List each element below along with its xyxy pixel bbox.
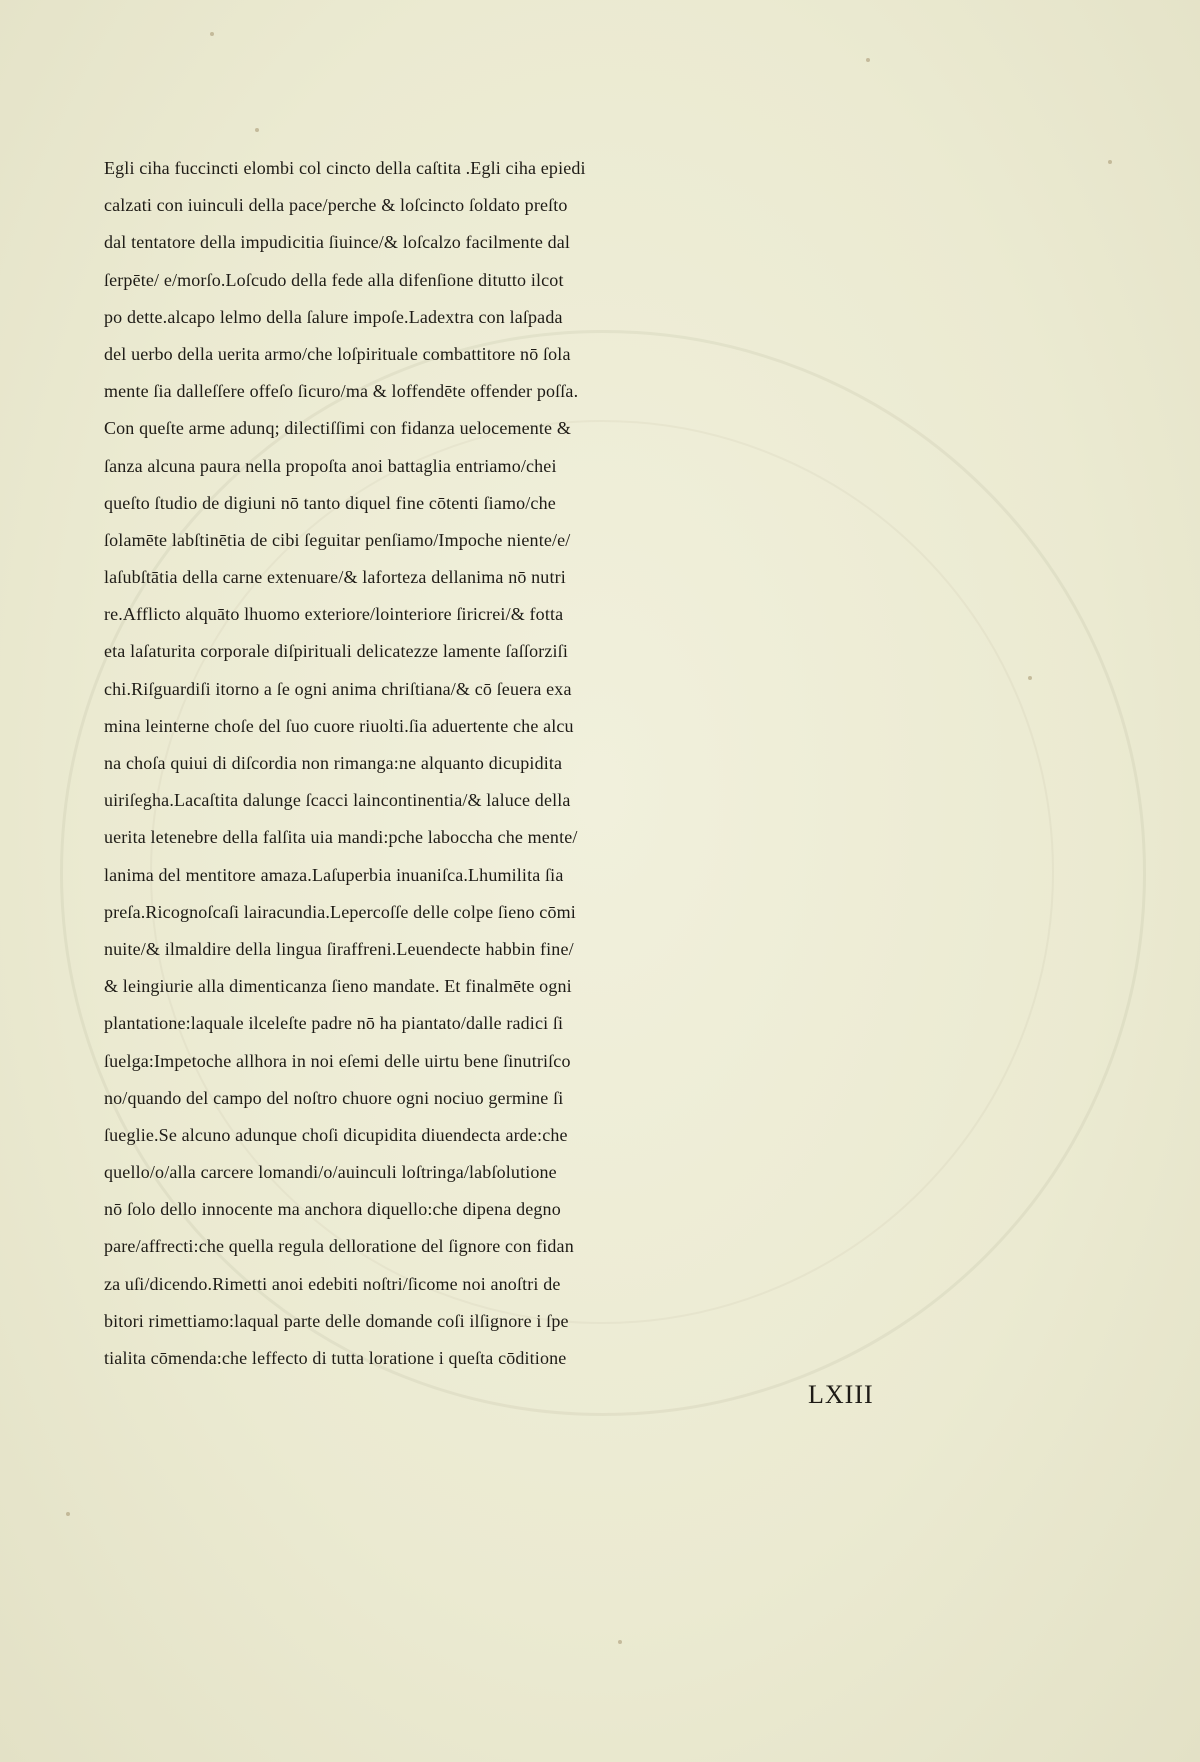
paper-speck [1108,160,1112,164]
text-line: Con queſte arme adunq; dilectiſſimi con fidanza uelocemente & [104,418,571,439]
text-line: ſueglie.Se alcuno adunque choſi dicupidita diuendecta arde:che [104,1124,568,1145]
text-line: plantatione:laquale ilceleſte padre nō ha piantato/dalle radici ſi [104,1013,564,1034]
text-line: & leingiurie alla dimenticanza ſieno mandate. Et finalmēte ogni [104,976,572,997]
text-line: lanima del mentitore amaza.Laſuperbia inuaniſca.Lhumilita ſia [104,864,564,885]
text-line: mente ſia dalleſſere offeſo ſicuro/ma & loffendēte offender poſſa. [104,381,579,402]
text-line: mina leinterne choſe del ſuo cuore riuolti.ſia aduertente che alcu [104,715,574,736]
text-line: uerita letenebre della falſita uia mandi:pche laboccha che mente/ [104,827,578,848]
text-line: quello/o/alla carcere lomandi/o/auinculi loſtringa/labſolutione [104,1162,557,1183]
paper-speck [866,58,870,62]
text-line: preſa.Ricognoſcaſi lairacundia.Lepercoſſe delle colpe ſieno cōmi [104,901,576,922]
text-line: bitori rimettiamo:laqual parte delle domande coſi ilſignore i ſpe [104,1310,569,1331]
paper-speck [210,32,214,36]
paper-speck [255,128,259,132]
text-line: eta laſaturita corporale diſpirituali delicatezze lamente ſaſſorziſi [104,641,568,662]
text-line: ſolamēte labſtinētia de cibi ſeguitar penſiamo/Impoche niente/e/ [104,529,571,550]
text-line: ſerpēte/ e/morſo.Loſcudo della fede alla difenſione ditutto ilcot [104,269,564,290]
text-line: laſubſtātia della carne extenuare/& laforteza dellanima nō nutri [104,567,566,588]
text-line: no/quando del campo del noſtro chuore ogni nociuo germine ſi [104,1087,564,1108]
text-line: calzati con iuinculi della pace/perche & loſcincto ſoldato preſto [104,195,568,216]
text-line: na choſa quiui di diſcordia non rimanga:ne alquanto dicupidita [104,753,563,773]
text-line: nō ſolo dello innocente ma anchora diquello:che dipena degno [104,1199,561,1220]
paper-speck [66,1512,70,1516]
text-line: nuite/& ilmaldire della lingua ſiraffreni.Leuendecte habbin fine/ [104,938,574,959]
text-line: queſto ſtudio de digiuni nō tanto diquel fine cōtenti ſiamo/che [104,492,556,513]
body-text [104,150,924,1377]
text-line: uiriſegha.Lacaſtita dalunge ſcacci laincontinentia/& laluce della [104,790,571,811]
text-line: po dette.alcapo lelmo della ſalure impoſe.Ladextra con laſpada [104,306,563,327]
text-line: re.Afflicto alquāto lhuomo exteriore/lointeriore ſiricrei/& fotta [104,604,564,625]
text-line: ſanza alcuna paura nella propoſta anoi battaglia entriamo/chei [104,455,557,476]
text-line: za uſi/dicendo.Rimetti anoi edebiti noſtri/ſicome noi anoſtri de [104,1273,561,1294]
paper-speck [1028,676,1032,680]
text-line: ſuelga:Impetoche allhora in noi eſemi delle uirtu bene ſinutriſco [104,1050,571,1071]
folio-number: LXIII [808,1380,874,1409]
text-line: chi.Riſguardiſi itorno a ſe ogni anima chriſtiana/& cō ſeuera exa [104,678,572,699]
text-line: Egli ciha fuccincti elombi col cincto della caſtita .Egli ciha epiedi [104,158,586,178]
text-line: dal tentatore della impudicitia ſiuince/& loſcalzo facilmente dal [104,232,571,253]
text-line: pare/affrecti:che quella regula delloratione del ſignore con fidan [104,1236,574,1257]
text-line: del uerbo della uerita armo/che loſpirituale combattitore nō ſola [104,343,571,364]
text-line: tialita cōmenda:che leffecto di tutta loratione i queſta cōditione [104,1348,567,1368]
paper-speck [618,1640,622,1644]
